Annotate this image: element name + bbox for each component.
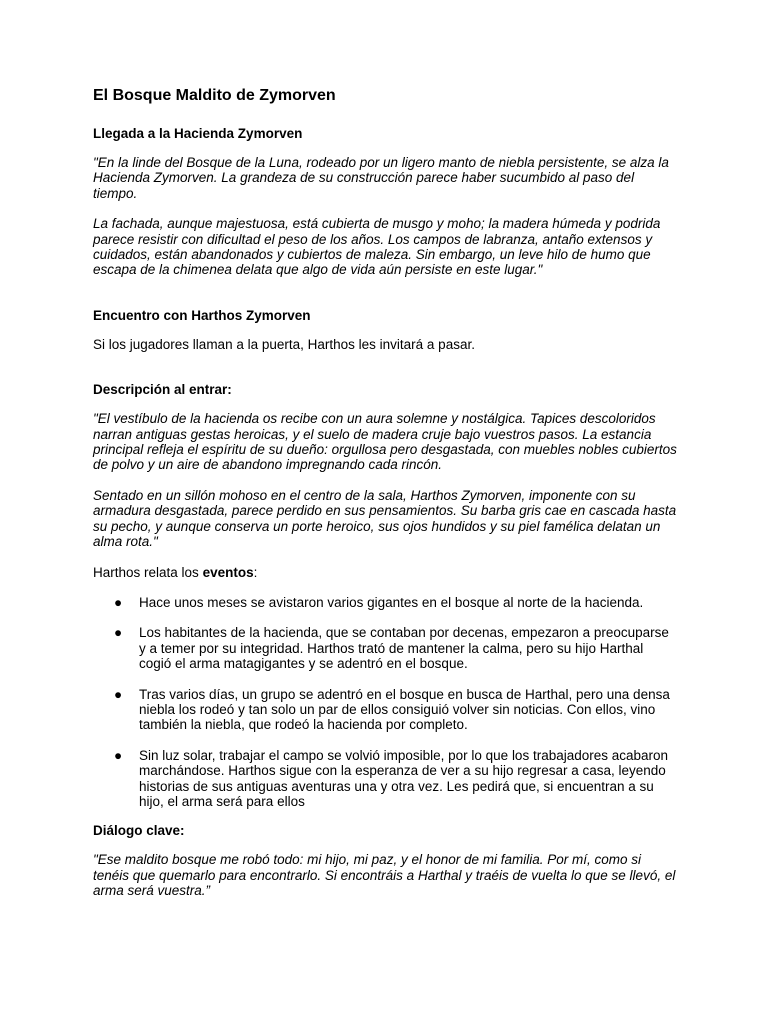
bullet-icon: ● xyxy=(114,747,123,763)
event-text: Sin luz solar, trabajar el campo se volvió imposible, por lo que los trabajadores acabaron marchándose. Harthos sigue con la esperanza de ver a su hijo regresar a casa, leyendo historias de sus antiguas aventuras una y otra vez. Les pedirá que, si encuentran a su hijo, el arma será para ellos xyxy=(139,747,669,809)
entrance-paragraph-2: Sentado en un sillón mohoso en el centro de la sala, Harthos Zymorven, imponente con su armadura desgastada, parece perdido en sus pensamientos. Su barba gris cae en cascada hasta su pecho, y aunque conserva un porte heroico, sus ojos hundidos y su piel famélica delatan un alma rota." xyxy=(93,487,677,550)
event-text: Los habitantes de la hacienda, que se contaban por decenas, empezaron a preocuparse y a temer por su integridad. Harthos trató de mantener la calma, pero su hijo Harthal cogió el arma matagigantes y se adentró en el bosque. xyxy=(139,625,669,672)
section-heading-entrance-description: Descripción al entrar: xyxy=(93,382,232,398)
bullet-icon: ● xyxy=(114,625,123,641)
event-text: Hace unos meses se avistaron varios gigantes en el bosque al norte de la hacienda. xyxy=(139,594,644,610)
section-heading-key-dialogue: Diálogo clave: xyxy=(93,823,185,839)
bullet-icon: ● xyxy=(114,686,123,702)
list-item xyxy=(93,625,678,671)
section-heading-arrival: Llegada a la Hacienda Zymorven xyxy=(93,126,303,141)
arrival-paragraph-2: La fachada, aunque majestuosa, está cubierta de musgo y moho; la madera húmeda y podrida parece resistir con dificultad el peso de los años. Los campos de labranza, antaño extensos y cuidados, están abandonados y cubiertos de maleza. Sin embargo, un leve hilo de humo que escapa de la chimenea delata que algo de vida aún persiste en este lugar." xyxy=(93,216,661,278)
document-title: El Bosque Maldito de Zymorven xyxy=(93,87,336,104)
section-heading-encounter: Encuentro con Harthos Zymorven xyxy=(93,307,311,323)
events-intro-suffix: : xyxy=(253,564,258,580)
document-page xyxy=(93,86,678,899)
bullet-icon: ● xyxy=(114,594,123,610)
list-item xyxy=(93,687,678,733)
events-intro-bold: eventos xyxy=(202,564,254,580)
event-text: Tras varios días, un grupo se adentró en el bosque en busca de Harthal, pero una densa niebla los rodeó y tan solo un par de ellos consiguió volver sin noticias. Con ellos, vino también la niebla, que rodeó la hacienda por completo. xyxy=(139,686,670,733)
key-dialogue-paragraph: "Ese maldito bosque me robó todo: mi hijo, mi paz, y el honor de mi familia. Por mí, como si tenéis que quemarlo para encontrarlo. Si encontráis a Harthal y traéis de vuelta lo que se llevó, el arma será vuestra.” xyxy=(93,852,676,899)
list-item xyxy=(93,748,678,810)
events-intro xyxy=(93,565,678,580)
entrance-paragraph-1: "El vestíbulo de la hacienda os recibe con un aura solemne y nostálgica. Tapices descoloridos narran antiguas gestas heroicas, y el suelo de madera cruje bajo vuestros pasos. La estancia principal refleja el espíritu de su dueño: orgullosa pero desgastada, con muebles nobles cubiertos de polvo y un aire de abandono impregnando cada rincón. xyxy=(93,411,677,473)
events-list xyxy=(93,595,678,809)
encounter-paragraph: Si los jugadores llaman a la puerta, Harthos les invitará a pasar. xyxy=(93,336,475,352)
events-intro-prefix: Harthos relata los xyxy=(93,564,203,580)
arrival-paragraph-1: "En la linde del Bosque de la Luna, rodeado por un ligero manto de niebla persistente, se alza la Hacienda Zymorven. La grandeza de su construcción parece haber sucumbido al paso del tiempo. xyxy=(93,155,669,201)
list-item xyxy=(93,595,678,610)
